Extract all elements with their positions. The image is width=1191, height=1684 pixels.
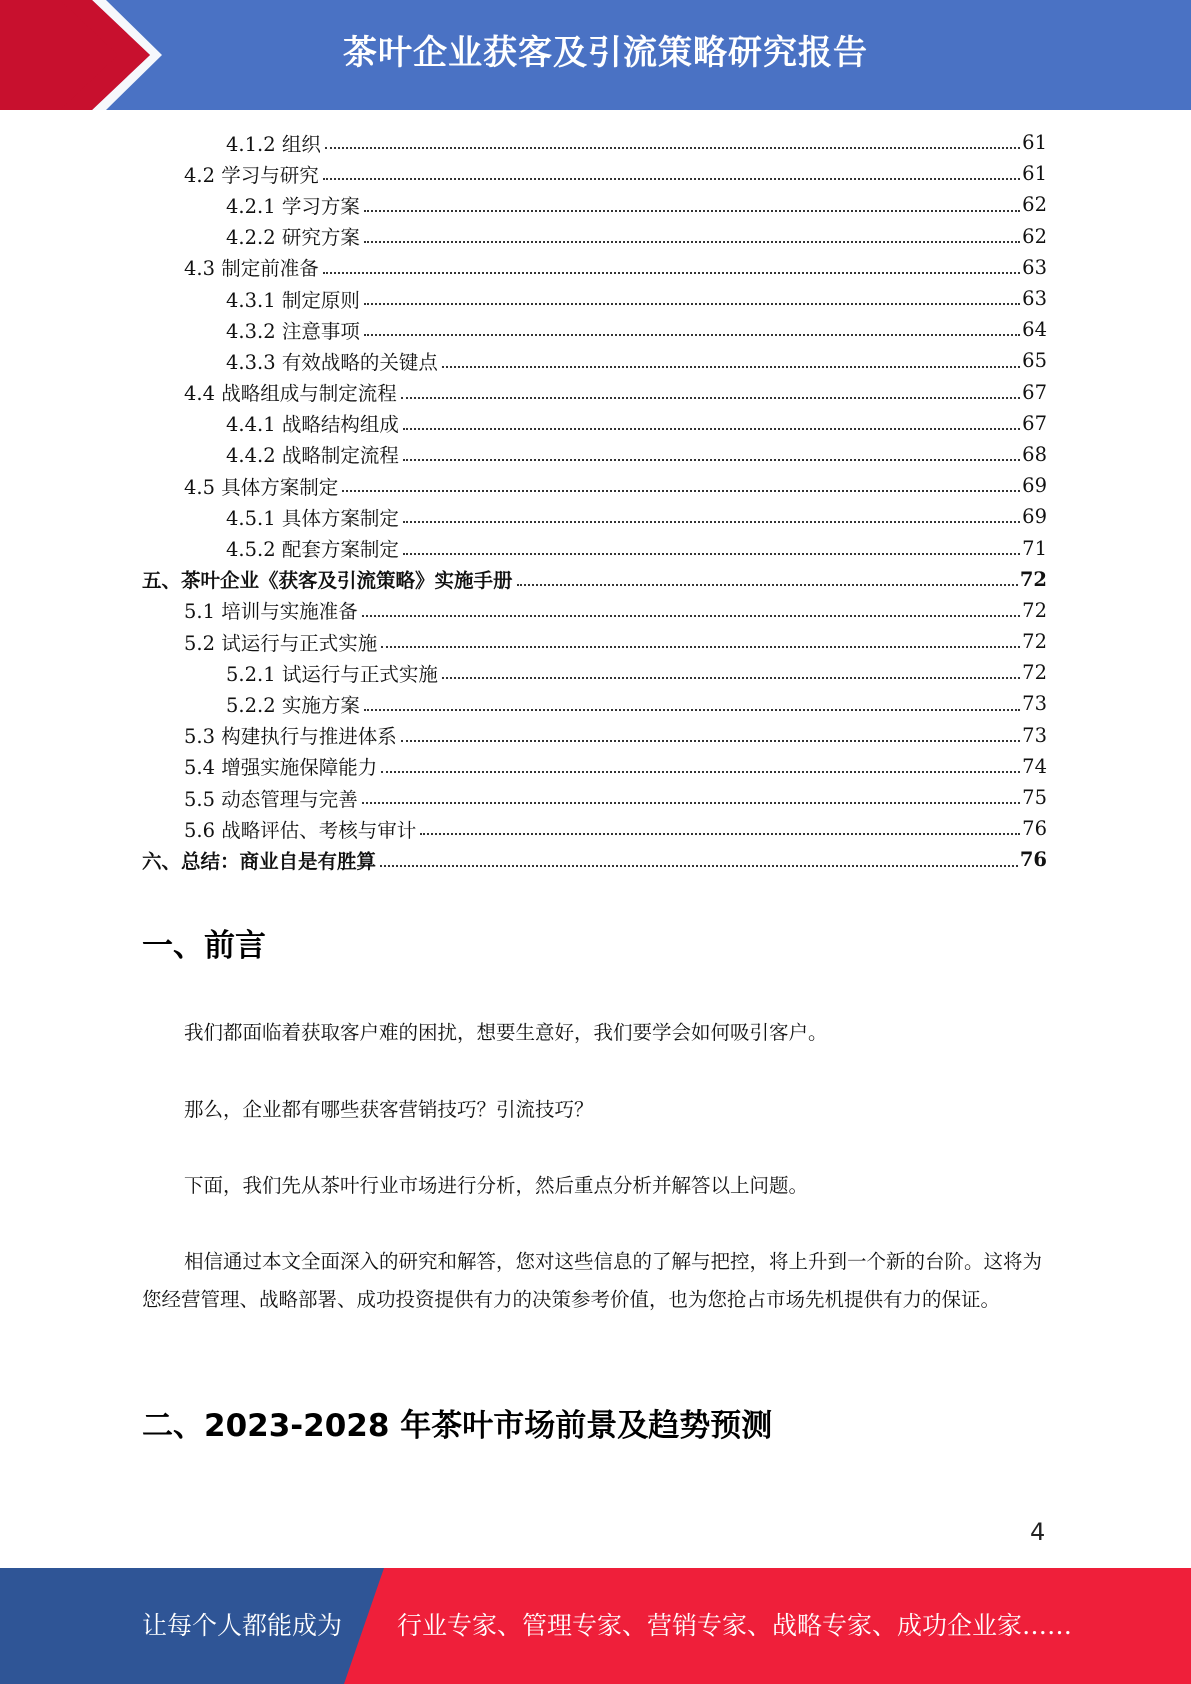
- toc-entry-page: 72: [1019, 567, 1047, 591]
- toc-entry-label: 5.5 动态管理与完善: [184, 787, 358, 811]
- footer-slogan-left: 让每个人都能成为: [142, 1611, 343, 1640]
- toc-entry[interactable]: [142, 844, 1047, 875]
- toc-entry-label: 4.3.1 制定原则: [226, 288, 360, 312]
- toc-entry[interactable]: [142, 127, 1047, 158]
- toc-entry-label: 4.5.1 具体方案制定: [226, 506, 399, 530]
- toc-entry-label: 五、茶叶企业《获客及引流策略》实施手册: [142, 569, 513, 593]
- toc-entry-label: 4.3.3 有效战略的关键点: [226, 350, 438, 374]
- toc-entry[interactable]: [142, 501, 1047, 532]
- toc-dot-leader: [401, 740, 1020, 742]
- toc-entry[interactable]: [142, 345, 1047, 376]
- toc-dot-leader: [403, 553, 1020, 555]
- toc-entry[interactable]: [142, 751, 1047, 782]
- toc-dot-leader: [517, 584, 1018, 586]
- toc-entry[interactable]: [142, 221, 1047, 252]
- toc-entry[interactable]: [142, 595, 1047, 626]
- toc-entry-page: 76: [1019, 848, 1047, 872]
- toc-entry-page: 63: [1022, 287, 1047, 311]
- toc-entry-page: 61: [1022, 162, 1047, 186]
- toc-entry-label: 5.2.1 试运行与正式实施: [226, 662, 438, 686]
- toc-entry[interactable]: [142, 782, 1047, 813]
- toc-dot-leader: [364, 334, 1020, 336]
- toc-dot-leader: [362, 615, 1020, 617]
- toc-entry-label: 六、总结：商业自是有胜算: [142, 849, 377, 873]
- toc-dot-leader: [364, 303, 1020, 305]
- toc-entry-page: 75: [1022, 786, 1047, 810]
- toc-entry-page: 64: [1022, 318, 1047, 342]
- toc-entry[interactable]: [142, 720, 1047, 751]
- toc-entry[interactable]: [142, 813, 1047, 844]
- toc-entry-label: 4.4.1 战略结构组成: [226, 413, 399, 437]
- page-footer: [0, 1568, 1191, 1684]
- toc-entry-label: 4.2.2 研究方案: [226, 226, 360, 250]
- toc-entry[interactable]: [142, 564, 1047, 595]
- toc-dot-leader: [380, 865, 1018, 867]
- toc-entry-label: 4.5 具体方案制定: [184, 475, 339, 499]
- toc-entry-label: 4.2.1 学习方案: [226, 194, 360, 218]
- toc-entry-label: 5.4 增强实施保障能力: [184, 756, 378, 780]
- toc-dot-leader: [442, 366, 1020, 368]
- toc-entry-label: 5.6 战略评估、考核与审计: [184, 818, 417, 842]
- toc-dot-leader: [381, 646, 1020, 648]
- toc-dot-leader: [323, 272, 1020, 274]
- report-title: 茶叶企业获客及引流策略研究报告: [343, 33, 868, 73]
- toc-entry-page: 61: [1022, 131, 1047, 155]
- toc-entry[interactable]: [142, 657, 1047, 688]
- toc-dot-leader: [362, 802, 1020, 804]
- toc-entry[interactable]: [142, 470, 1047, 501]
- toc-dot-leader: [342, 490, 1020, 492]
- toc-dot-leader: [420, 833, 1020, 835]
- toc-entry-label: 4.3.2 注意事项: [226, 319, 360, 343]
- toc-entry-page: 67: [1022, 380, 1047, 404]
- toc-entry-label: 4.5.2 配套方案制定: [226, 538, 399, 562]
- toc-entry[interactable]: [142, 252, 1047, 283]
- section-heading-market-forecast: 二、2023-2028 年茶叶市场前景及趋势预测: [142, 1408, 773, 1444]
- toc-entry-page: 73: [1022, 723, 1047, 747]
- footer-slogan-right: 行业专家、管理专家、营销专家、战略专家、成功企业家……: [397, 1611, 1073, 1640]
- toc-entry-page: 67: [1022, 411, 1047, 435]
- toc-entry-label: 4.3 制定前准备: [184, 257, 319, 281]
- toc-entry[interactable]: [142, 158, 1047, 189]
- paragraph: 那么，企业都有哪些获客营销技巧？引流技巧？: [184, 1098, 594, 1121]
- toc-dot-leader: [325, 147, 1020, 149]
- toc-entry-page: 62: [1022, 193, 1047, 217]
- toc-entry-page: 72: [1022, 630, 1047, 654]
- toc-entry-page: 68: [1022, 442, 1047, 466]
- toc-entry-page: 69: [1022, 474, 1047, 498]
- toc-entry[interactable]: [142, 283, 1047, 314]
- toc-dot-leader: [364, 210, 1020, 212]
- toc-entry[interactable]: [142, 189, 1047, 220]
- toc-entry[interactable]: [142, 626, 1047, 657]
- toc-entry-label: 5.2 试运行与正式实施: [184, 631, 378, 655]
- section-heading-preface: 一、前言: [142, 928, 266, 964]
- toc-entry-label: 4.4 战略组成与制定流程: [184, 382, 397, 406]
- toc-entry-page: 63: [1022, 255, 1047, 279]
- toc-entry-page: 71: [1022, 536, 1047, 560]
- toc-entry[interactable]: [142, 408, 1047, 439]
- toc-dot-leader: [403, 428, 1020, 430]
- toc-dot-leader: [403, 459, 1020, 461]
- toc-entry-label: 4.2 学习与研究: [184, 163, 319, 187]
- toc-entry-label: 5.3 构建执行与推进体系: [184, 725, 397, 749]
- table-of-contents: [142, 127, 1047, 876]
- toc-entry-label: 5.1 培训与实施准备: [184, 600, 358, 624]
- toc-entry-page: 65: [1022, 349, 1047, 373]
- toc-entry-page: 72: [1022, 598, 1047, 622]
- toc-entry-label: 4.4.2 战略制定流程: [226, 444, 399, 468]
- toc-entry[interactable]: [142, 532, 1047, 563]
- paragraph: 下面，我们先从茶叶行业市场进行分析，然后重点分析并解答以上问题。: [184, 1174, 809, 1197]
- paragraph: 相信通过本文全面深入的研究和解答，您对这些信息的了解与把控，将上升到一个新的台阶。这将为您经营管理、战略部署、成功投资提供有力的决策参考价值，也为您抢占市场先机提供有力的保证。: [142, 1250, 1043, 1311]
- toc-dot-leader: [442, 677, 1020, 679]
- toc-entry[interactable]: [142, 314, 1047, 345]
- toc-entry-page: 72: [1022, 661, 1047, 685]
- toc-dot-leader: [364, 241, 1020, 243]
- toc-entry[interactable]: [142, 377, 1047, 408]
- toc-entry[interactable]: [142, 439, 1047, 470]
- toc-entry-page: 76: [1022, 817, 1047, 841]
- toc-entry-label: 4.1.2 组织: [226, 132, 321, 156]
- toc-dot-leader: [381, 771, 1020, 773]
- toc-entry-page: 62: [1022, 224, 1047, 248]
- paragraph: 我们都面临着获取客户难的困扰，想要生意好，我们要学会如何吸引客户。: [184, 1021, 828, 1044]
- page-header: [0, 0, 1191, 110]
- toc-entry-page: 74: [1022, 754, 1047, 778]
- toc-dot-leader: [323, 178, 1020, 180]
- toc-dot-leader: [364, 709, 1020, 711]
- toc-entry-label: 5.2.2 实施方案: [226, 693, 360, 717]
- toc-dot-leader: [403, 521, 1020, 523]
- toc-dot-leader: [401, 397, 1020, 399]
- page-number: 4: [1030, 1518, 1046, 1546]
- toc-entry-page: 69: [1022, 505, 1047, 529]
- toc-entry-page: 73: [1022, 692, 1047, 716]
- toc-entry[interactable]: [142, 688, 1047, 719]
